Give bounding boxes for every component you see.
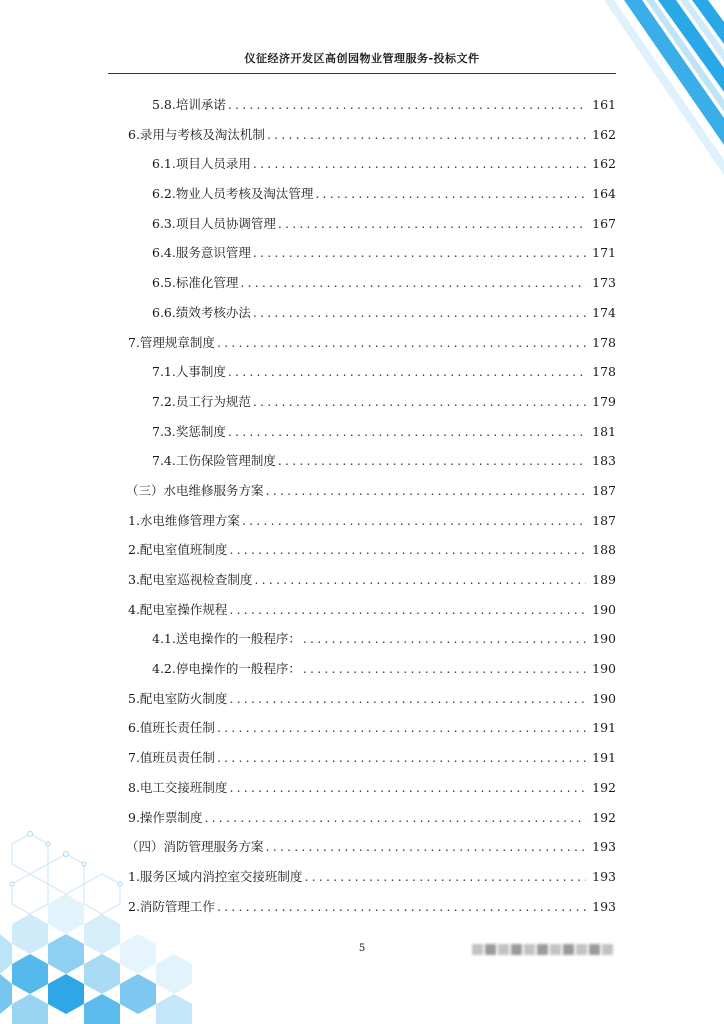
toc-entry[interactable] xyxy=(108,624,616,654)
toc-leader-dots xyxy=(217,743,586,773)
toc-entry[interactable] xyxy=(108,357,616,387)
toc-entry-title: 2.配电室值班制度 xyxy=(128,542,228,558)
toc-entry-title: 7.2.员工行为规范 xyxy=(152,393,251,409)
toc-entry[interactable] xyxy=(108,90,616,120)
toc-entry-title: 8.电工交接班制度 xyxy=(128,779,228,795)
toc-entry[interactable] xyxy=(108,446,616,476)
toc-entry[interactable] xyxy=(108,387,616,417)
toc-entry-page: 187 xyxy=(592,512,616,528)
toc-entry-page: 191 xyxy=(592,720,616,736)
toc-entry[interactable] xyxy=(108,713,616,743)
toc-entry-page: 192 xyxy=(592,809,616,825)
toc-leader-dots xyxy=(267,120,586,150)
toc-entry-page: 189 xyxy=(592,572,616,587)
toc-entry-title: 6.2.物业人员考核及淘汰管理 xyxy=(152,186,314,202)
toc-entry[interactable] xyxy=(108,328,616,358)
toc-entry-title: 4.1.送电操作的一般程序： xyxy=(152,631,301,647)
toc-entry-page: 178 xyxy=(592,334,616,350)
toc-entry[interactable] xyxy=(108,149,616,179)
toc-entry-title: 6.4.服务意识管理 xyxy=(152,245,251,261)
toc-entry-page: 190 xyxy=(592,601,616,617)
toc-entry-page: 173 xyxy=(592,275,616,291)
toc-entry-page: 164 xyxy=(592,186,616,202)
toc-entry-title: （三）水电维修服务方案 xyxy=(126,482,264,498)
toc-entry-page: 161 xyxy=(592,97,616,112)
toc-entry-page: 190 xyxy=(592,661,616,677)
toc-entry[interactable] xyxy=(108,268,616,298)
toc-leader-dots xyxy=(253,387,586,417)
toc-entry[interactable] xyxy=(108,654,616,684)
toc-entry-title: 7.3.奖惩制度 xyxy=(152,423,226,439)
toc-entry-page: 162 xyxy=(592,126,616,142)
toc-entry-title: 7.管理规章制度 xyxy=(128,334,215,350)
toc-leader-dots xyxy=(266,476,586,506)
toc-entry-title: （四）消防管理服务方案 xyxy=(126,839,264,855)
toc-leader-dots xyxy=(240,268,586,298)
toc-leader-dots xyxy=(217,328,586,358)
toc-leader-dots xyxy=(229,595,586,625)
toc-entry-page: 179 xyxy=(592,393,616,409)
toc-entry[interactable] xyxy=(108,535,616,565)
toc-entry[interactable] xyxy=(108,892,616,922)
toc-entry-title: 6.5.标准化管理 xyxy=(152,275,239,291)
toc-leader-dots xyxy=(228,90,586,120)
toc-entry[interactable] xyxy=(108,209,616,239)
toc-leader-dots xyxy=(278,446,586,476)
toc-leader-dots xyxy=(303,624,586,654)
page-number: 5 xyxy=(358,943,366,954)
toc-leader-dots xyxy=(204,803,586,833)
toc-entry-page: 178 xyxy=(592,364,616,380)
toc-leader-dots xyxy=(253,149,586,179)
toc-leader-dots xyxy=(228,357,586,387)
toc-entry-page: 162 xyxy=(592,156,616,172)
toc-entry-page: 193 xyxy=(592,898,616,914)
toc-entry[interactable] xyxy=(108,179,616,209)
toc-leader-dots xyxy=(217,713,586,743)
toc-entry[interactable] xyxy=(108,684,616,714)
toc-entry-page: 183 xyxy=(592,453,616,469)
toc-leader-dots xyxy=(229,535,586,565)
toc-entry-title: 1.水电维修管理方案 xyxy=(128,512,240,528)
document-header-title: 仪征经济开发区高创园物业管理服务-投标文件 xyxy=(244,52,480,65)
toc-entry[interactable] xyxy=(108,565,616,595)
toc-entry-title: 6.录用与考核及淘汰机制 xyxy=(128,126,265,142)
toc-entry-title: 5.8.培训承诺 xyxy=(152,97,226,112)
toc-leader-dots xyxy=(266,832,586,862)
toc-entry-page: 167 xyxy=(592,215,616,231)
toc-entry[interactable] xyxy=(108,743,616,773)
toc-entry-title: 7.1.人事制度 xyxy=(152,364,226,380)
toc-entry[interactable] xyxy=(108,832,616,862)
toc-entry-title: 9.操作票制度 xyxy=(128,809,203,825)
toc-entry-page: 192 xyxy=(592,779,616,795)
toc-leader-dots xyxy=(228,417,586,447)
toc-leader-dots xyxy=(253,238,586,268)
toc-leader-dots xyxy=(229,773,586,803)
toc-entry-page: 193 xyxy=(592,839,616,855)
toc-leader-dots xyxy=(315,179,586,209)
toc-entry[interactable] xyxy=(108,120,616,150)
toc-entry-title: 2.消防管理工作 xyxy=(128,898,215,914)
toc-entry-page: 174 xyxy=(592,304,616,320)
toc-entry[interactable] xyxy=(108,773,616,803)
toc-entry-title: 7.值班员责任制 xyxy=(128,750,215,766)
toc-entry-title: 4.2.停电操作的一般程序： xyxy=(152,661,301,677)
toc-entry-page: 193 xyxy=(592,868,616,884)
header-divider xyxy=(108,73,616,74)
toc-entry-page: 190 xyxy=(592,690,616,706)
toc-entry-title: 6.值班长责任制 xyxy=(128,720,215,736)
toc-leader-dots xyxy=(253,298,586,328)
toc-entry[interactable] xyxy=(108,803,616,833)
toc-entry-title: 4.配电室操作规程 xyxy=(128,601,228,617)
toc-leader-dots xyxy=(303,654,586,684)
toc-entry-page: 188 xyxy=(592,542,616,558)
toc-entry-title: 6.1.项目人员录用 xyxy=(152,156,251,172)
toc-entry-title: 1.服务区域内消控室交接班制度 xyxy=(128,868,303,884)
toc-entry-title: 5.配电室防火制度 xyxy=(128,690,228,706)
table-of-contents xyxy=(108,90,616,921)
toc-entry-title: 6.6.绩效考核办法 xyxy=(152,304,251,320)
toc-entry-title: 3.配电室巡视检查制度 xyxy=(128,572,253,587)
toc-leader-dots xyxy=(254,565,586,595)
toc-entry-page: 187 xyxy=(592,482,616,498)
toc-leader-dots xyxy=(217,892,586,922)
toc-entry[interactable] xyxy=(108,506,616,536)
toc-entry-title: 6.3.项目人员协调管理 xyxy=(152,215,276,231)
toc-entry-page: 171 xyxy=(592,245,616,261)
toc-entry[interactable] xyxy=(108,238,616,268)
toc-entry-page: 191 xyxy=(592,750,616,766)
blurred-watermark xyxy=(472,941,614,957)
toc-leader-dots xyxy=(304,862,586,892)
toc-entry-page: 181 xyxy=(592,423,616,439)
toc-leader-dots xyxy=(242,506,586,536)
toc-entry[interactable] xyxy=(108,417,616,447)
toc-leader-dots xyxy=(278,209,586,239)
toc-entry[interactable] xyxy=(108,862,616,892)
toc-entry-title: 7.4.工伤保险管理制度 xyxy=(152,453,276,469)
toc-entry-page: 190 xyxy=(592,631,616,647)
toc-leader-dots xyxy=(229,684,586,714)
toc-entry[interactable] xyxy=(108,298,616,328)
toc-entry[interactable] xyxy=(108,595,616,625)
toc-entry[interactable] xyxy=(108,476,616,506)
